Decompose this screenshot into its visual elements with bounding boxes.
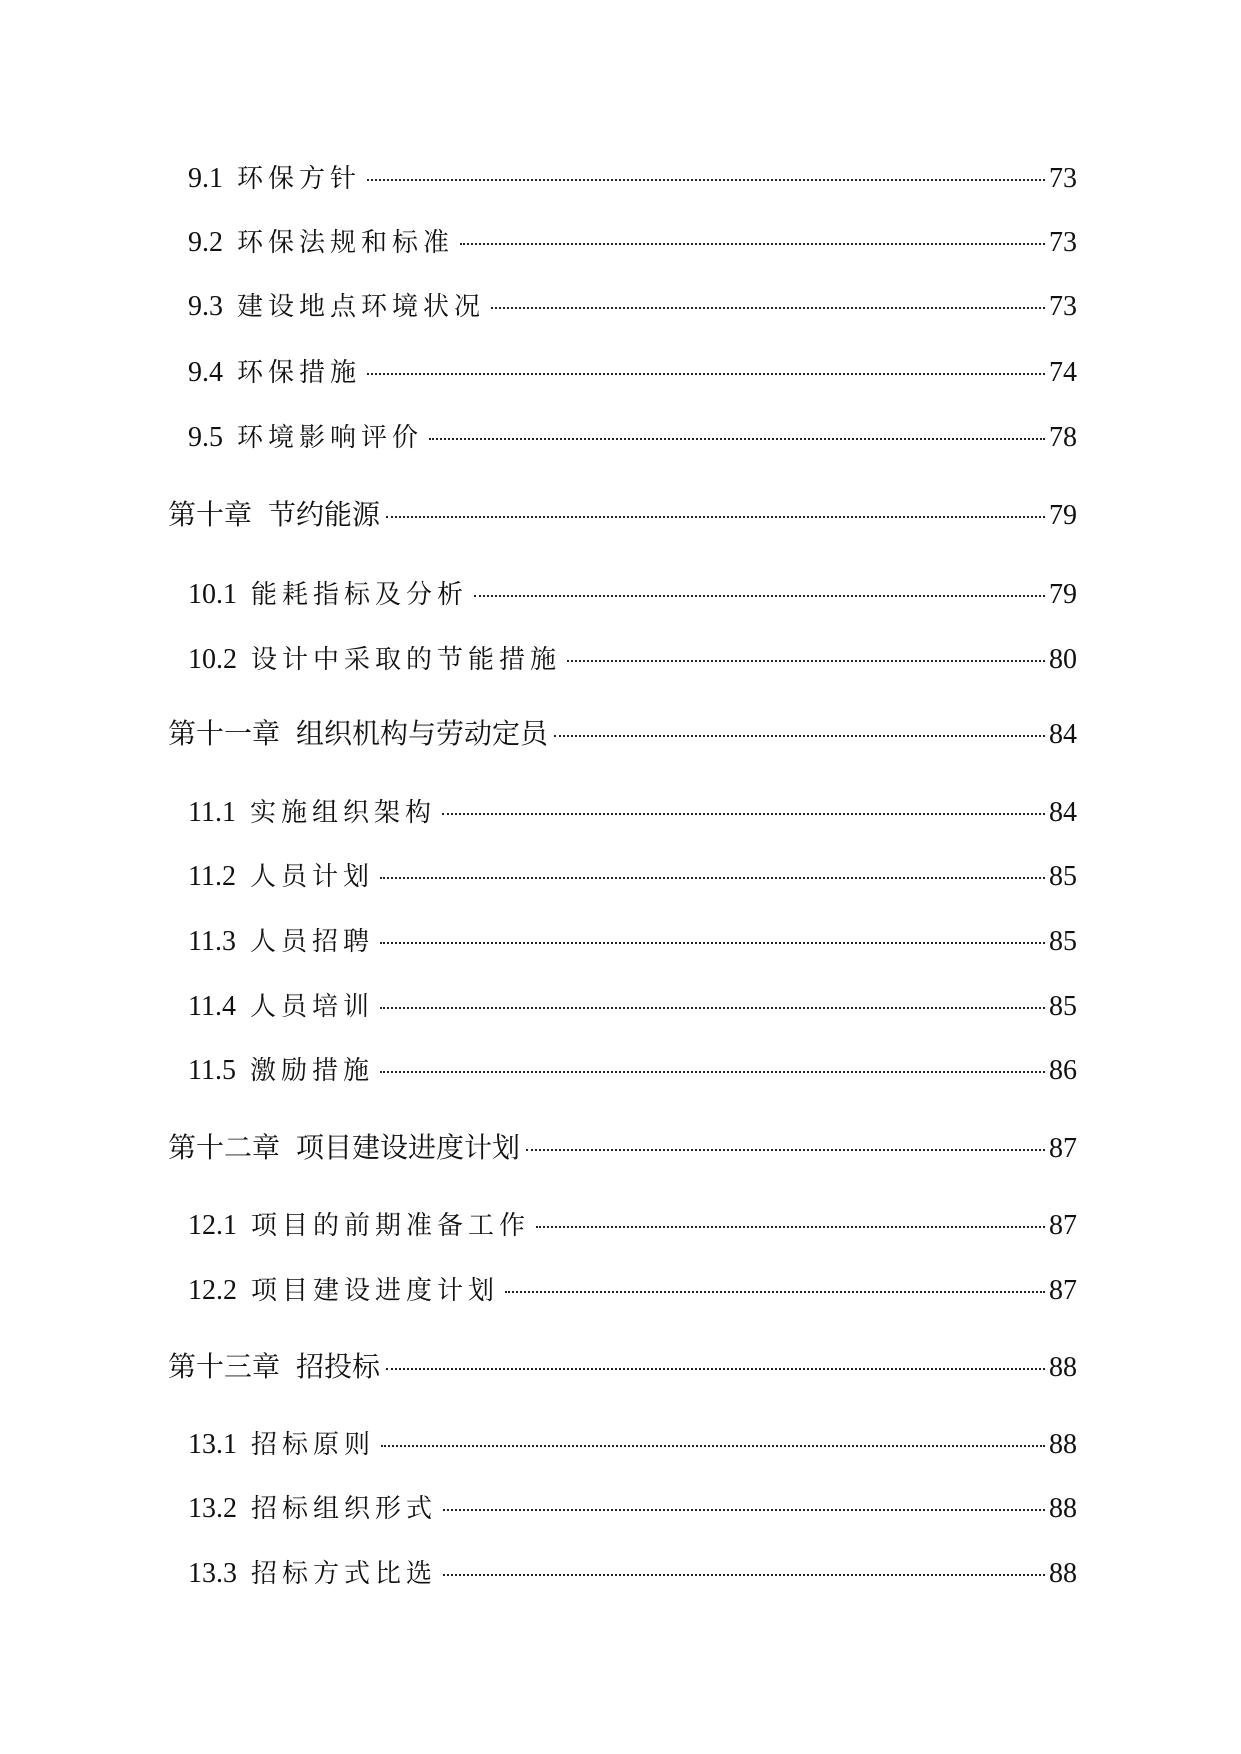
entry-page-number: 88 — [1049, 1558, 1077, 1589]
entry-page-number: 78 — [1049, 422, 1077, 453]
toc-chapter-13 — [168, 1345, 1077, 1385]
entry-number: 10.2 — [188, 644, 237, 675]
dot-leader — [567, 660, 1045, 662]
entry-title: 环保措施 — [237, 358, 362, 388]
dot-leader — [505, 1291, 1045, 1293]
dot-leader — [474, 595, 1045, 597]
entry-number: 13.1 — [188, 1429, 237, 1460]
entry-title: 环保法规和标准 — [237, 228, 455, 258]
toc-entry-13-1 — [188, 1424, 1077, 1461]
toc-entry-13-2 — [188, 1488, 1077, 1525]
entry-number: 11.4 — [188, 991, 236, 1022]
entry-page-number: 88 — [1049, 1429, 1077, 1460]
entry-page-number: 79 — [1049, 500, 1077, 531]
entry-title: 激励措施 — [249, 1056, 374, 1086]
entry-number: 9.3 — [188, 291, 223, 322]
entry-page-number: 74 — [1049, 357, 1077, 388]
entry-number: 9.5 — [188, 422, 223, 453]
entry-title: 项目建设进度计划 — [251, 1276, 500, 1306]
entry-page-number: 73 — [1049, 227, 1077, 258]
entry-title: 招标原则 — [251, 1430, 376, 1460]
dot-leader — [386, 1368, 1045, 1370]
dot-leader — [443, 1574, 1045, 1576]
entry-number: 11.5 — [188, 1055, 236, 1086]
entry-title: 招标组织形式 — [251, 1494, 438, 1524]
entry-number: 9.4 — [188, 357, 223, 388]
entry-number: 10.1 — [188, 579, 237, 610]
entry-number: 第十二章 — [168, 1131, 281, 1164]
dot-leader — [367, 373, 1045, 375]
entry-title: 人员培训 — [249, 992, 374, 1022]
dot-leader — [381, 1445, 1045, 1447]
dot-leader — [442, 813, 1045, 815]
toc-entry-9-2 — [188, 222, 1077, 259]
entry-number: 11.2 — [188, 861, 236, 892]
dot-leader — [536, 1226, 1045, 1228]
entry-page-number: 79 — [1049, 579, 1077, 610]
toc-entry-12-1 — [188, 1205, 1077, 1242]
entry-page-number: 84 — [1049, 797, 1077, 828]
entry-title: 实施组织架构 — [249, 798, 436, 828]
toc-chapter-12 — [168, 1126, 1077, 1166]
entry-page-number: 73 — [1049, 163, 1077, 194]
entry-title: 建设地点环境状况 — [237, 292, 486, 322]
entry-title: 环境影响评价 — [237, 423, 424, 453]
dot-leader — [491, 307, 1045, 309]
entry-number: 11.1 — [188, 797, 236, 828]
toc-chapter-10 — [168, 493, 1077, 533]
dot-leader — [460, 243, 1045, 245]
dot-leader — [380, 877, 1045, 879]
toc-entry-9-5 — [188, 417, 1077, 454]
dot-leader — [429, 438, 1045, 440]
toc-entry-13-3 — [188, 1553, 1077, 1590]
entry-number: 第十一章 — [168, 717, 281, 750]
entry-title: 节约能源 — [268, 498, 381, 531]
dot-leader — [380, 1071, 1045, 1073]
entry-title: 设计中采取的节能措施 — [251, 645, 562, 675]
toc-entry-11-3 — [188, 921, 1077, 958]
toc-entry-10-2 — [188, 639, 1077, 676]
dot-leader — [367, 179, 1045, 181]
entry-page-number: 86 — [1049, 1055, 1077, 1086]
entry-title: 项目建设进度计划 — [296, 1131, 521, 1164]
toc-entry-9-4 — [188, 352, 1077, 389]
entry-page-number: 87 — [1049, 1275, 1077, 1306]
entry-page-number: 85 — [1049, 991, 1077, 1022]
entry-page-number: 73 — [1049, 291, 1077, 322]
toc-entry-11-2 — [188, 856, 1077, 893]
dot-leader — [386, 516, 1045, 518]
entry-number: 第十三章 — [168, 1350, 281, 1383]
dot-leader — [526, 1149, 1045, 1151]
toc-entry-11-4 — [188, 986, 1077, 1023]
entry-title: 项目的前期准备工作 — [251, 1211, 531, 1241]
toc-chapter-11 — [168, 712, 1077, 752]
entry-page-number: 84 — [1049, 719, 1077, 750]
entry-title: 能耗指标及分析 — [251, 580, 469, 610]
toc-entry-12-2 — [188, 1270, 1077, 1307]
entry-number: 11.3 — [188, 926, 236, 957]
entry-title: 人员招聘 — [249, 927, 374, 957]
entry-number: 13.3 — [188, 1558, 237, 1589]
entry-page-number: 85 — [1049, 861, 1077, 892]
toc-entry-11-5 — [188, 1050, 1077, 1087]
entry-page-number: 85 — [1049, 926, 1077, 957]
dot-leader — [443, 1509, 1045, 1511]
entry-number: 9.1 — [188, 163, 223, 194]
entry-number: 12.2 — [188, 1275, 237, 1306]
toc-entry-9-3 — [188, 286, 1077, 323]
entry-number: 12.1 — [188, 1210, 237, 1241]
entry-title: 招投标 — [296, 1350, 381, 1383]
toc-entry-11-1 — [188, 792, 1077, 829]
entry-page-number: 87 — [1049, 1133, 1077, 1164]
entry-title: 组织机构与劳动定员 — [296, 717, 549, 750]
dot-leader — [380, 1007, 1045, 1009]
entry-number: 第十章 — [168, 498, 253, 531]
entry-page-number: 87 — [1049, 1210, 1077, 1241]
dot-leader — [554, 735, 1045, 737]
entry-title: 环保方针 — [237, 164, 362, 194]
toc-entry-10-1 — [188, 574, 1077, 611]
entry-page-number: 80 — [1049, 644, 1077, 675]
entry-title: 人员计划 — [249, 862, 374, 892]
entry-number: 9.2 — [188, 227, 223, 258]
entry-page-number: 88 — [1049, 1352, 1077, 1383]
toc-entry-9-1 — [188, 158, 1077, 195]
entry-page-number: 88 — [1049, 1493, 1077, 1524]
dot-leader — [380, 942, 1045, 944]
entry-number: 13.2 — [188, 1493, 237, 1524]
entry-title: 招标方式比选 — [251, 1559, 438, 1589]
